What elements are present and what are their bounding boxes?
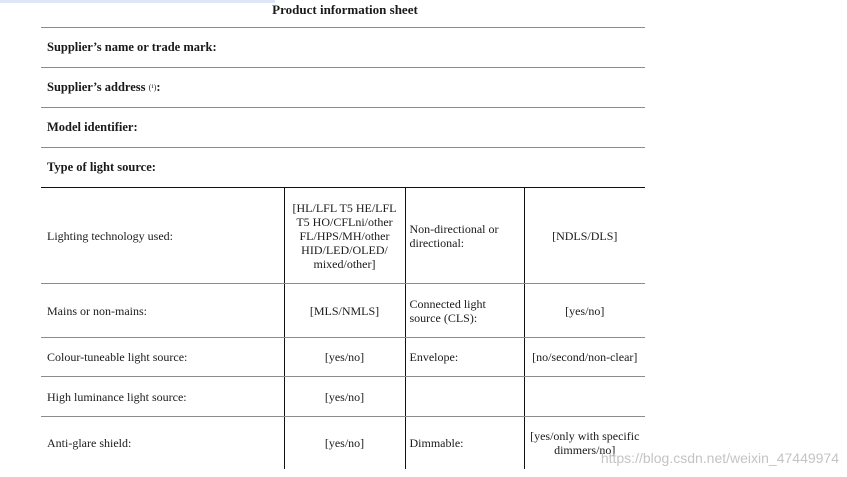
spec-value-secondary: [yes/no] xyxy=(524,284,645,338)
spec-value: [yes/no] xyxy=(284,417,405,469)
field-label: Supplier’s address xyxy=(47,80,146,94)
spec-label: High luminance light source: xyxy=(41,377,284,417)
spec-label-secondary: Dimmable: xyxy=(405,417,524,469)
table-row xyxy=(41,284,645,338)
page-title: Product information sheet xyxy=(272,2,418,17)
spec-value-secondary xyxy=(524,377,645,417)
spec-label: Lighting technology used: xyxy=(41,188,284,284)
table-row xyxy=(41,417,645,469)
spec-value: [yes/no] xyxy=(284,338,405,377)
spec-value: [MLS/NMLS] xyxy=(284,284,405,338)
watermark-text: https://blog.csdn.net/weixin_47449974 xyxy=(600,450,839,466)
field-light-source-type xyxy=(41,147,645,187)
spec-value-secondary: [no/second/non-clear] xyxy=(524,338,645,377)
product-information-sheet xyxy=(41,27,645,469)
spec-value: [yes/no] xyxy=(284,377,405,417)
spec-value: [HL/LFL T5 HE/LFL T5 HO/CFLni/other FL/HPS/MH/other HID/LED/OLED/ mixed/other] xyxy=(284,188,405,284)
table-row xyxy=(41,338,645,377)
field-supplier-name xyxy=(41,27,645,67)
spec-value-secondary: [yes/only with specific dimmers/no] xyxy=(530,428,640,457)
spec-value-secondary: [NDLS/DLS] xyxy=(524,188,645,284)
spec-label: Anti-glare shield: xyxy=(47,435,132,450)
field-model-identifier xyxy=(41,107,645,147)
field-label: Supplier’s name or trade mark: xyxy=(47,40,217,54)
field-label: Type of light source: xyxy=(47,160,156,174)
spec-label: Mains or non-mains: xyxy=(41,284,284,338)
spec-label-secondary: Non-directional or directional: xyxy=(405,188,524,284)
field-label: Model identifier: xyxy=(47,120,138,134)
footnote-marker: (¹) xyxy=(148,83,157,92)
spec-label-secondary: Envelope: xyxy=(405,338,524,377)
table-row xyxy=(41,377,645,417)
field-label-suffix: : xyxy=(156,80,161,94)
spec-label-secondary xyxy=(405,377,524,417)
spec-label-secondary: Connected light source (CLS): xyxy=(405,284,524,338)
table-row xyxy=(41,188,645,284)
field-supplier-address xyxy=(41,67,645,107)
specification-table xyxy=(41,187,645,469)
spec-label: Colour-tuneable light source: xyxy=(41,338,284,377)
